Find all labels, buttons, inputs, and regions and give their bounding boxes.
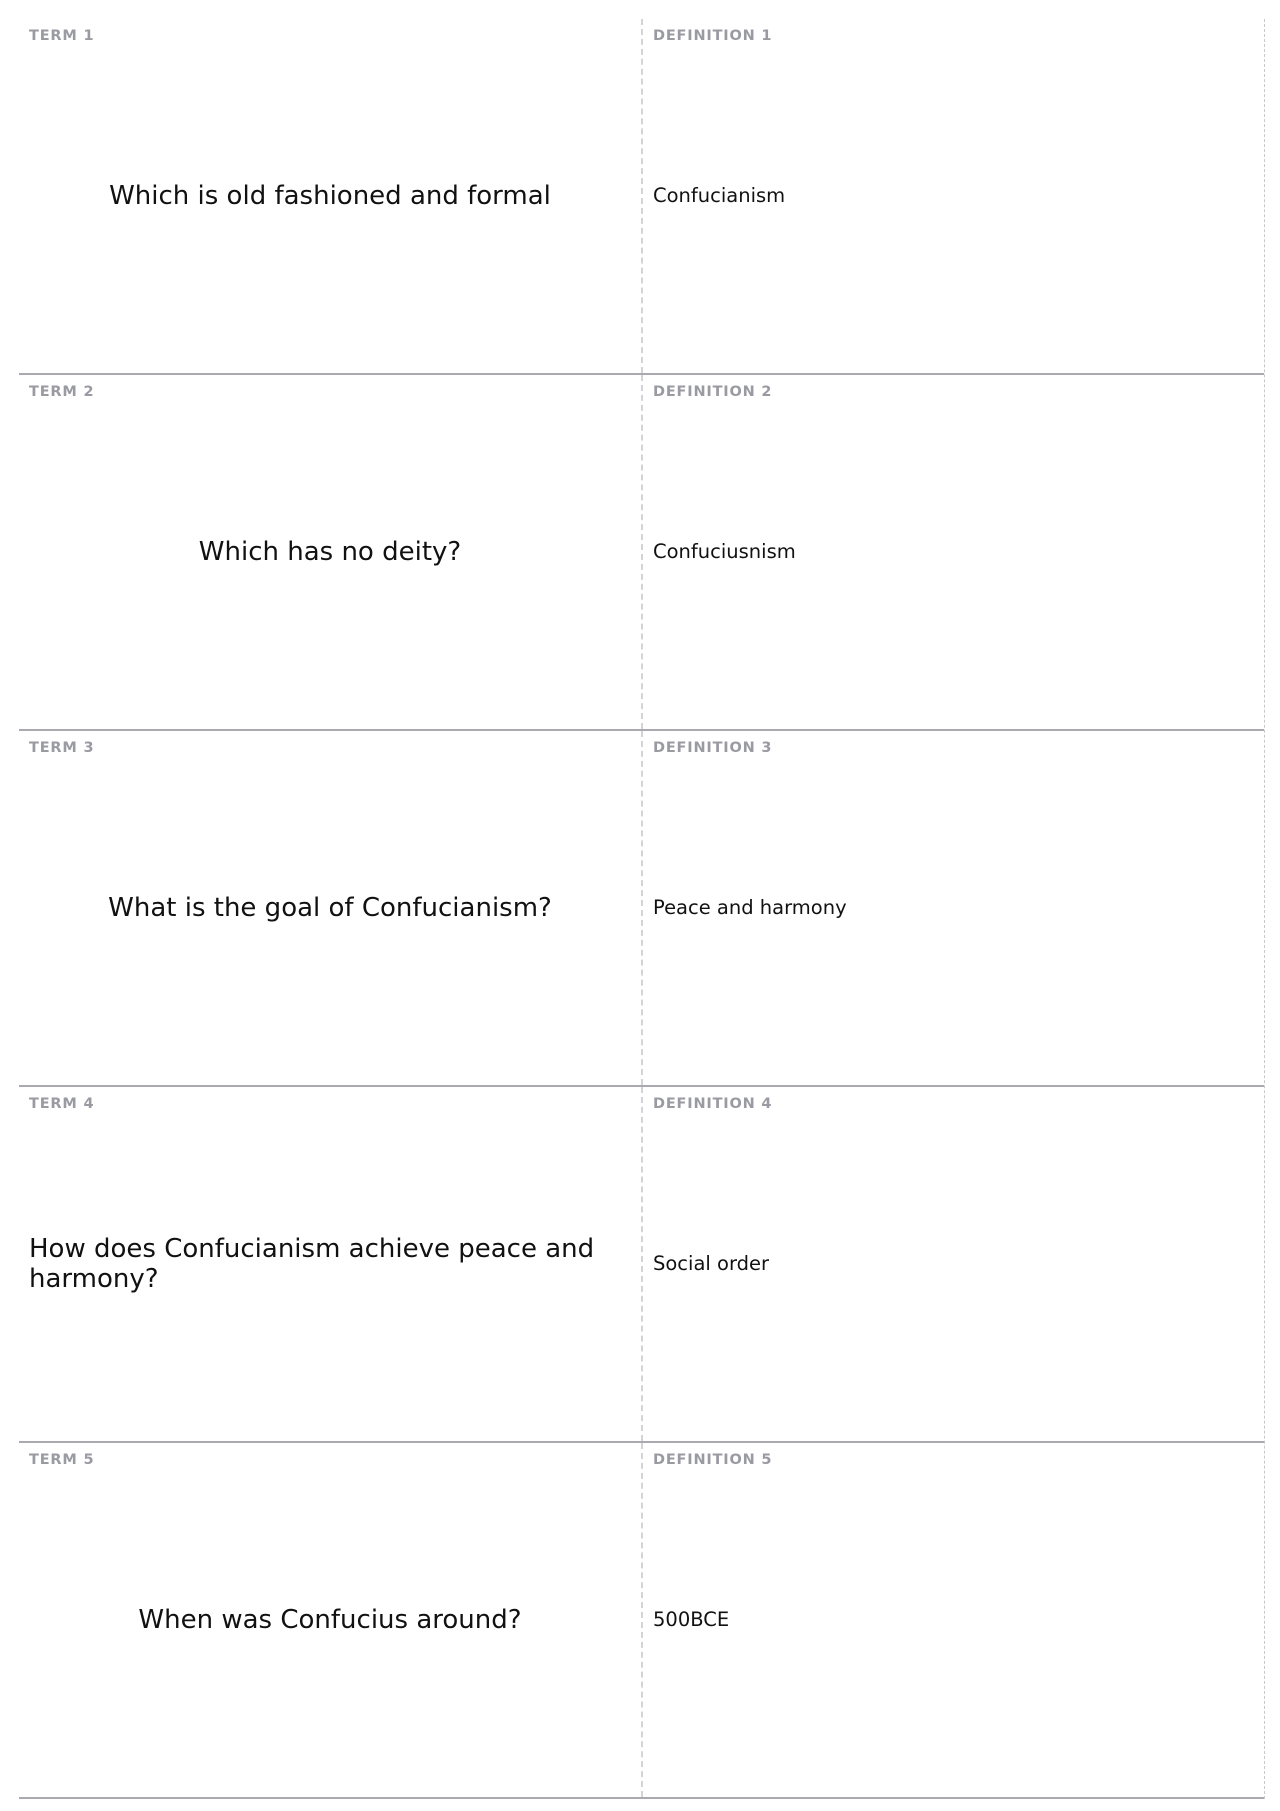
definition-text: 500BCE	[653, 1608, 730, 1631]
term-text: Which is old fashioned and formal	[109, 181, 551, 211]
definition-cell	[643, 731, 1264, 1085]
term-label: TERM 1	[29, 28, 95, 44]
term-label: TERM 5	[29, 1452, 95, 1468]
flashcard-row	[19, 731, 1264, 1087]
definition-label: DEFINITION 2	[653, 384, 773, 400]
definition-label: DEFINITION 3	[653, 740, 773, 756]
definition-cell	[643, 375, 1264, 729]
definition-text: Confuciusnism	[653, 540, 796, 563]
term-cell	[19, 375, 643, 729]
definition-text: Confucianism	[653, 184, 786, 207]
term-label: TERM 2	[29, 384, 95, 400]
definition-cell	[643, 19, 1264, 373]
definition-cell	[643, 1087, 1264, 1441]
term-cell	[19, 19, 643, 373]
term-text: When was Confucius around?	[138, 1605, 522, 1635]
definition-label: DEFINITION 4	[653, 1096, 773, 1112]
term-text: What is the goal of Confucianism?	[108, 893, 552, 923]
term-text: Which has no deity?	[198, 537, 462, 567]
definition-label: DEFINITION 1	[653, 28, 773, 44]
definition-label: DEFINITION 5	[653, 1452, 773, 1468]
definition-text: Peace and harmony	[653, 896, 847, 919]
flashcard-row	[19, 1087, 1264, 1443]
term-cell	[19, 731, 643, 1085]
term-label: TERM 4	[29, 1096, 95, 1112]
definition-text: Social order	[653, 1252, 770, 1275]
term-text: How does Confucianism achieve peace and harmony?	[29, 1234, 595, 1294]
term-cell	[19, 1443, 643, 1797]
term-cell	[19, 1087, 643, 1441]
flashcard-row	[19, 375, 1264, 731]
term-label: TERM 3	[29, 740, 95, 756]
flashcard-sheet	[19, 19, 1265, 1799]
flashcard-row	[19, 19, 1264, 375]
flashcard-row	[19, 1443, 1264, 1799]
definition-cell	[643, 1443, 1264, 1797]
